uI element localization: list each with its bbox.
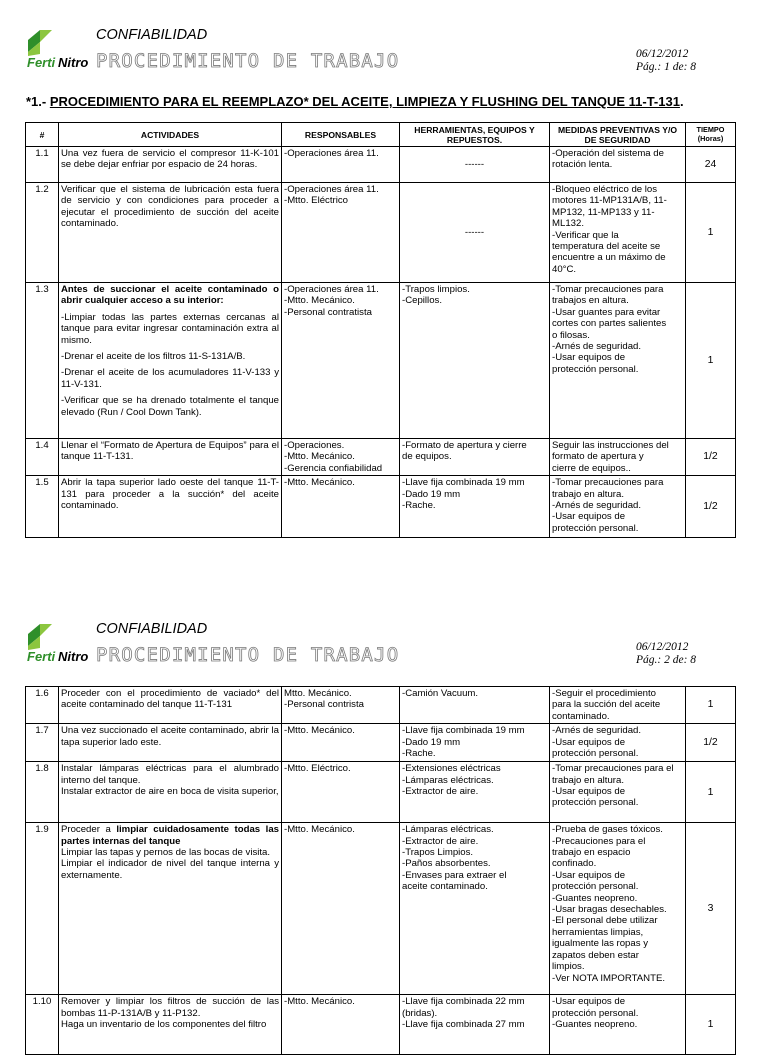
tools — [400, 823, 550, 995]
tool-line: -Formato de apertura y cierre — [402, 440, 527, 451]
tool-line: -Dado 19 mm — [402, 488, 461, 500]
fertinitro-logo — [26, 620, 88, 664]
safety-line: -El personal debe utilizar — [552, 915, 658, 927]
col-num: # — [26, 123, 59, 147]
safety-line: ML132. — [552, 218, 584, 230]
safety-line: -Seguir el procedimiento — [552, 688, 656, 699]
safety-measures — [550, 183, 686, 283]
tools — [400, 476, 550, 538]
tools — [400, 283, 550, 439]
safety-line: 40°C. — [552, 263, 577, 275]
responsible — [282, 439, 400, 476]
row-number: 1.5 — [26, 476, 59, 538]
safety-line: -Prueba de gases tóxicos. — [552, 824, 663, 836]
safety-line: protección personal. — [552, 363, 639, 375]
tool-line: -Trapos limpios. — [402, 284, 470, 295]
tools — [400, 995, 550, 1055]
row-number: 1.4 — [26, 439, 59, 476]
tool-line: aceite contaminado. — [402, 881, 488, 893]
safety-line: -Tomar precauciones para — [552, 284, 664, 295]
fertinitro-logo — [26, 26, 88, 70]
responsible-line: -Mtto. Mecánico. — [284, 451, 355, 463]
activity-step: Instalar lámparas eléctricas para el alumbrado interno del tanque. — [61, 763, 279, 786]
responsible-line: Mtto. Mecánico. — [284, 688, 352, 699]
row-number: 1.6 — [26, 687, 59, 724]
activity-step: -Drenar el aceite de los acumuladores 11-V-133 y 11-V-131. — [61, 367, 279, 390]
procedure-table-2 — [25, 686, 736, 1055]
responsible — [282, 724, 400, 762]
procedure-title: PROCEDIMIENTO DE TRABAJO — [96, 644, 400, 666]
safety-line: -Verificar que la — [552, 229, 619, 241]
responsible-line: -Gerencia confiabilidad — [284, 462, 383, 474]
tools — [400, 687, 550, 724]
safety-line: o filosas. — [552, 329, 590, 341]
safety-line: protección personal. — [552, 881, 639, 893]
svg-text:Ferti: Ferti — [27, 55, 56, 70]
safety-line: -Usar equipos de — [552, 786, 626, 798]
time-hours: 1 — [686, 283, 736, 439]
responsible — [282, 147, 400, 183]
tool-line: -Dado 19 mm — [402, 736, 461, 748]
responsible-line: -Personal contrista — [284, 699, 364, 711]
safety-line: contaminado. — [552, 710, 610, 722]
safety-line: -Usar equipos de — [552, 736, 626, 748]
responsible-line: -Mtto. Eléctrico. — [284, 763, 351, 775]
safety-line: -Usar bragas desechables. — [552, 904, 667, 916]
safety-line: Seguir las instrucciones del — [552, 440, 669, 451]
safety-measures — [550, 724, 686, 762]
safety-line: -Operación del sistema de — [552, 148, 664, 159]
responsible-line: -Operaciones área 11. — [284, 284, 379, 295]
safety-line: protección personal. — [552, 1007, 639, 1019]
table-row — [26, 147, 736, 183]
table-row — [26, 762, 736, 823]
tool-line: -Llave fija combinada 19 mm — [402, 477, 525, 489]
responsible-line: -Mtto. Mecánico. — [284, 996, 355, 1008]
table-row — [26, 476, 736, 538]
table-row — [26, 724, 736, 762]
tools: ------ — [400, 147, 550, 183]
responsible — [282, 762, 400, 823]
col-tiempo: TIEMPO (Horas) — [686, 123, 736, 147]
tool-line: -Paños absorbentes. — [402, 858, 491, 870]
activity: Una vez succionado el aceite contaminado, abrir la tapa superior lado este. — [59, 724, 282, 762]
safety-line: -Usar equipos de — [552, 869, 626, 881]
tool-line: -Cepillos. — [402, 295, 442, 307]
safety-line: para la succión del aceite — [552, 699, 661, 711]
tool-line: (bridas). — [402, 1007, 438, 1019]
document-title — [26, 94, 736, 109]
tool-line: -Lámparas eléctricas. — [402, 824, 494, 836]
activity: Abrir la tapa superior lado oeste del tanque 11-T-131 para proceder a la succión* del aceite contaminado. — [59, 476, 282, 538]
safety-line: trabajo en altura. — [552, 488, 624, 500]
row-number: 1.8 — [26, 762, 59, 823]
activity: Verificar que el sistema de lubricación esta fuera de servicio y con condiciones para proceder a ejecutar el procedimiento de succión del aceite contaminado. — [59, 183, 282, 283]
title-suffix: . — [679, 94, 684, 109]
activity: Llenar el “Formato de Apertura de Equipos” para el tanque 11-T-131. — [59, 439, 282, 476]
safety-line: formato de apertura y — [552, 451, 644, 463]
activity: Proceder con el procedimiento de vaciado* del aceite contaminado del tanque 11-T-131 — [59, 687, 282, 724]
activity-step: -Verificar que se ha drenado totalmente el tanque elevado (Run / Cool Down Tank). — [61, 395, 279, 418]
tool-line: -Extractor de aire. — [402, 786, 479, 798]
tool-line: -Camión Vacuum. — [402, 688, 479, 699]
tools — [400, 724, 550, 762]
safety-line: -Arnés de seguridad. — [552, 341, 642, 353]
title-prefix: *1.- — [26, 94, 50, 109]
responsible-line: -Mtto. Eléctrico — [284, 195, 348, 207]
time-hours: 3 — [686, 823, 736, 995]
time-hours: 1 — [686, 995, 736, 1055]
safety-line: -Usar guantes para evitar — [552, 306, 661, 318]
safety-line: trabajos en altura. — [552, 295, 629, 307]
responsible-line: -Operaciones área 11. — [284, 184, 379, 195]
table-row — [26, 995, 736, 1055]
safety-measures — [550, 823, 686, 995]
tools: ------ — [400, 183, 550, 283]
page-header-2 — [0, 620, 768, 680]
row-number: 1.10 — [26, 995, 59, 1055]
title-underlined: PROCEDIMIENTO PARA EL REEMPLAZO* DEL ACEITE, LIMPIEZA Y FLUSHING DEL TANQUE 11-T-131 — [49, 94, 680, 109]
activity-step: Instalar extractor de aire en boca de visita superior, — [61, 786, 279, 798]
responsible — [282, 183, 400, 283]
procedure-title: PROCEDIMIENTO DE TRABAJO — [96, 50, 400, 72]
time-hours: 1 — [686, 762, 736, 823]
time-hours: 1/2 — [686, 439, 736, 476]
safety-line: herramientas limpias, — [552, 926, 644, 938]
safety-line: confinado. — [552, 858, 597, 870]
activity-bold: limpiar cuidadosamente todas las partes internas del tanque — [61, 824, 279, 847]
activity — [59, 823, 282, 995]
tool-line: -Lámparas eléctricas. — [402, 774, 494, 786]
time-hours: 1/2 — [686, 724, 736, 762]
safety-measures — [550, 283, 686, 439]
safety-line: temperatura del aceite se — [552, 241, 661, 253]
responsible — [282, 283, 400, 439]
safety-line: -Guantes neopreno. — [552, 892, 638, 904]
safety-line: -Precauciones para el — [552, 835, 646, 847]
safety-line: -Usar equipos de — [552, 511, 626, 523]
safety-line: encuentre a un máximo de — [552, 252, 666, 264]
safety-line: protección personal. — [552, 797, 639, 809]
page-number: Pág.: 2 de: 8 — [636, 654, 697, 666]
safety-line: zapatos deben estar — [552, 949, 639, 961]
safety-measures — [550, 147, 686, 183]
safety-line: trabajo en altura. — [552, 774, 624, 786]
responsible — [282, 823, 400, 995]
tools — [400, 439, 550, 476]
time-hours: 1 — [686, 183, 736, 283]
tool-line: -Envases para extraer el — [402, 869, 507, 881]
time-hours: 24 — [686, 147, 736, 183]
activity-step: -Limpiar todas las partes externas cercanas al tanque para evitar ingresar contaminación extra al mismo. — [61, 311, 279, 346]
safety-line: -Ver NOTA IMPORTANTE. — [552, 972, 666, 984]
safety-line: -Tomar precauciones para el — [552, 763, 674, 775]
responsible-line: -Mtto. Mecánico. — [284, 824, 355, 836]
time-hours: 1 — [686, 687, 736, 724]
svg-text:Ferti: Ferti — [27, 649, 56, 664]
confiabilidad-label: CONFIABILIDAD — [96, 621, 208, 637]
safety-line: -Bloqueo eléctrico de los — [552, 184, 658, 195]
tool-line: de equipos. — [402, 451, 452, 463]
page-number: Pág.: 1 de: 8 — [636, 61, 697, 73]
safety-line: protección personal. — [552, 522, 639, 534]
safety-measures — [550, 476, 686, 538]
table-row — [26, 183, 736, 283]
row-number: 1.1 — [26, 147, 59, 183]
date: 06/12/2012 — [636, 48, 689, 60]
safety-line: limpios. — [552, 961, 585, 973]
activity-lead: Proceder a — [61, 824, 117, 836]
safety-measures — [550, 439, 686, 476]
responsible-line: -Operaciones área 11. — [284, 148, 379, 159]
tools — [400, 762, 550, 823]
row-number: 1.7 — [26, 724, 59, 762]
activity-step: Limpiar el indicador de nivel del tanque interna y externamente. — [61, 858, 279, 881]
activity-bold: Antes de succionar el aceite contaminado o abrir cualquier acceso a su interior: — [61, 284, 279, 307]
confiabilidad-label: CONFIABILIDAD — [96, 27, 208, 43]
activity-step — [61, 824, 279, 847]
safety-line: motores 11-MP131A/B, 11- — [552, 195, 667, 207]
table-row — [26, 283, 736, 439]
tool-line: -Rache. — [402, 748, 436, 760]
activity: Una vez fuera de servicio el compresor 11-K-101 se debe dejar enfriar por espacio de 24 horas. — [59, 147, 282, 183]
tool-line: -Llave fija combinada 19 mm — [402, 725, 525, 737]
tool-line: -Extensiones eléctricas — [402, 763, 501, 775]
activity — [59, 762, 282, 823]
time-hours: 1/2 — [686, 476, 736, 538]
safety-line: -Tomar precauciones para — [552, 477, 664, 489]
row-number: 1.3 — [26, 283, 59, 439]
page-header-1 — [0, 26, 768, 86]
safety-line: -Guantes neopreno. — [552, 1019, 638, 1031]
responsible — [282, 476, 400, 538]
safety-line: protección personal. — [552, 748, 639, 760]
safety-measures — [550, 762, 686, 823]
svg-text:Nitro: Nitro — [58, 649, 88, 664]
safety-line: -Usar equipos de — [552, 996, 626, 1008]
svg-text:Nitro: Nitro — [58, 55, 88, 70]
tool-line: -Extractor de aire. — [402, 835, 479, 847]
activity — [59, 283, 282, 439]
responsible-line: -Mtto. Mecánico. — [284, 477, 355, 489]
row-number: 1.2 — [26, 183, 59, 283]
safety-measures — [550, 995, 686, 1055]
responsible-line: -Mtto. Mecánico. — [284, 295, 355, 307]
safety-line: trabajo en espacio — [552, 847, 631, 859]
safety-line: cortes con partes salientes — [552, 318, 667, 330]
tool-line: -Trapos Limpios. — [402, 847, 474, 859]
col-responsables: RESPONSABLES — [282, 123, 400, 147]
tool-line: -Llave fija combinada 27 mm — [402, 1019, 525, 1031]
procedure-table-1 — [25, 122, 736, 538]
row-number: 1.9 — [26, 823, 59, 995]
activity-step: Haga un inventario de los componentes del filtro — [61, 1019, 267, 1031]
activity-step: -Drenar el aceite de los filtros 11-S-131A/B. — [61, 351, 246, 363]
tool-line: -Llave fija combinada 22 mm — [402, 996, 525, 1008]
safety-line: -Arnés de seguridad. — [552, 500, 642, 512]
safety-measures — [550, 687, 686, 724]
table-row — [26, 823, 736, 995]
safety-line: MP132, 11-MP133 y 11- — [552, 206, 655, 218]
activity-step: Limpiar las tapas y pernos de las bocas de visita. — [61, 847, 271, 859]
responsible-line: -Mtto. Mecánico. — [284, 725, 355, 737]
responsible-line: -Personal contratista — [284, 306, 372, 318]
tool-line: -Rache. — [402, 500, 436, 512]
responsible-line: -Operaciones. — [284, 440, 345, 451]
safety-line: igualmente las ropas y — [552, 938, 648, 950]
safety-line: -Usar equipos de — [552, 352, 626, 364]
col-actividades: ACTIVIDADES — [59, 123, 282, 147]
activity — [59, 995, 282, 1055]
table-row — [26, 439, 736, 476]
date: 06/12/2012 — [636, 641, 689, 653]
col-medidas: MEDIDAS PREVENTIVAS Y/O DE SEGURIDAD — [550, 123, 686, 147]
table-row — [26, 687, 736, 724]
safety-line: -Arnés de seguridad. — [552, 725, 642, 737]
safety-line: cierre de equipos.. — [552, 462, 631, 474]
responsible — [282, 687, 400, 724]
safety-line: rotación lenta. — [552, 159, 613, 171]
activity-step: Remover y limpiar los filtros de succión de las bombas 11-P-131A/B y 11-P132. — [61, 996, 279, 1019]
responsible — [282, 995, 400, 1055]
col-herramientas: HERRAMIENTAS, EQUIPOS Y REPUESTOS. — [400, 123, 550, 147]
